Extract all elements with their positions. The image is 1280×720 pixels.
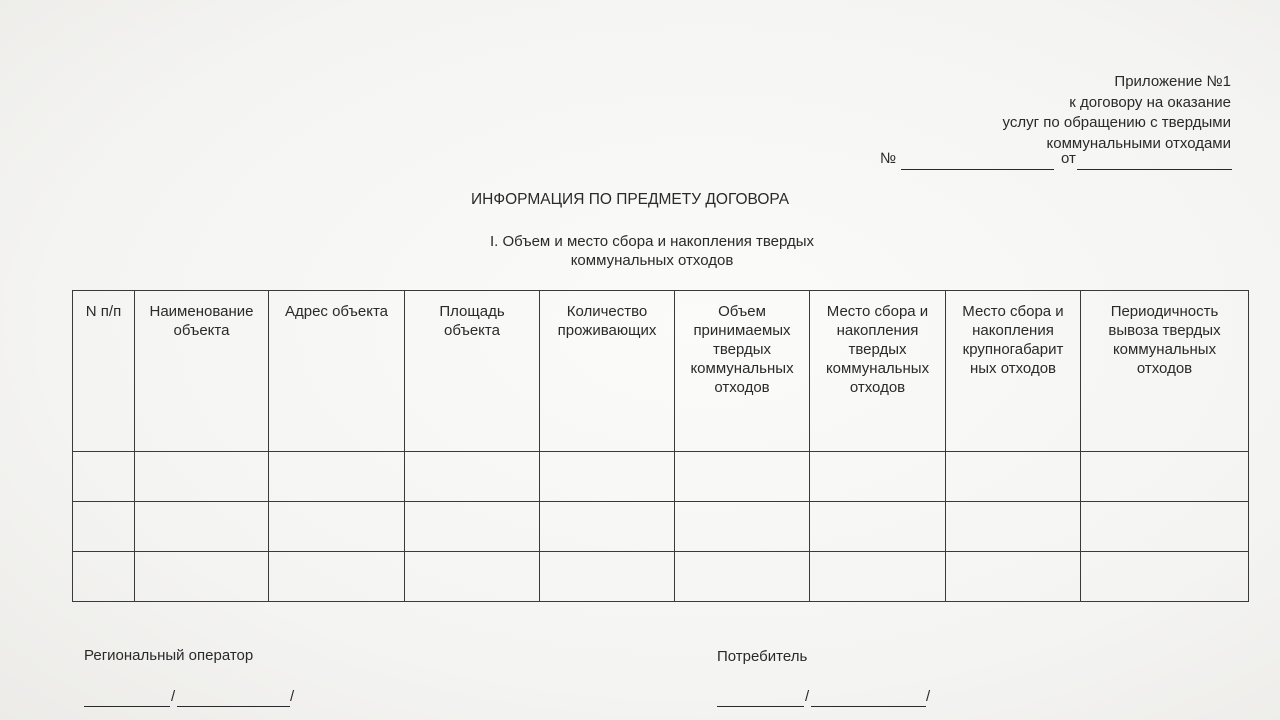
operator-signature-blank[interactable] [84, 706, 170, 707]
table-cell[interactable] [269, 502, 405, 552]
column-header-object-area: Площадь объекта [405, 291, 540, 452]
signature-separator: / [805, 688, 810, 705]
contract-number-date [880, 150, 1232, 172]
column-header-removal-frequency: Периодичность вывоза твердых коммунальных отходов [1081, 291, 1249, 452]
appendix-line: Приложение №1 [1114, 73, 1231, 90]
operator-signature-line [84, 688, 296, 710]
table-cell[interactable] [540, 452, 675, 502]
column-header-number: N п/п [73, 291, 135, 452]
table-header-row [73, 291, 1249, 452]
table-cell[interactable] [269, 552, 405, 602]
table-cell[interactable] [73, 502, 135, 552]
waste-info-table [72, 290, 1249, 602]
consumer-signature-line [717, 688, 935, 710]
table-cell[interactable] [135, 452, 269, 502]
table-cell[interactable] [540, 552, 675, 602]
table-cell[interactable] [675, 452, 810, 502]
signature-separator: / [171, 688, 176, 705]
date-blank[interactable] [1077, 169, 1232, 170]
number-label: № [880, 150, 897, 167]
appendix-line: к договору на оказание [1069, 93, 1231, 111]
appendix-line: услуг по обращению с твердыми [1002, 114, 1231, 131]
signature-separator: / [926, 688, 931, 705]
table-cell[interactable] [946, 502, 1081, 552]
table-cell[interactable] [73, 452, 135, 502]
consumer-signature-blank[interactable] [717, 706, 804, 707]
signature-separator: / [290, 688, 295, 705]
table-cell[interactable] [810, 502, 946, 552]
table-cell[interactable] [405, 502, 540, 552]
table-cell[interactable] [810, 552, 946, 602]
table-cell[interactable] [946, 552, 1081, 602]
table-cell[interactable] [1081, 502, 1249, 552]
table-cell[interactable] [73, 552, 135, 602]
table-cell[interactable] [540, 502, 675, 552]
table-row [73, 552, 1249, 602]
column-header-waste-volume: Объем принимаемых твердых коммунальных отходов [675, 291, 810, 452]
column-header-bulky-waste-place: Место сбора и накопления крупногабарит ных отходов [946, 291, 1081, 452]
operator-name-blank[interactable] [177, 706, 290, 707]
column-header-object-name: Наименование объекта [135, 291, 269, 452]
section-title-line: I. Объем и место сбора и накопления твердых [489, 233, 815, 250]
table-cell[interactable] [135, 552, 269, 602]
number-blank[interactable] [901, 169, 1054, 170]
table-row [73, 502, 1249, 552]
appendix-header [1003, 72, 1231, 154]
column-header-object-address: Адрес объекта [269, 291, 405, 452]
table-cell[interactable] [675, 502, 810, 552]
table-cell[interactable] [1081, 452, 1249, 502]
table-cell[interactable] [269, 452, 405, 502]
table-cell[interactable] [405, 552, 540, 602]
table-cell[interactable] [1081, 552, 1249, 602]
table-cell[interactable] [405, 452, 540, 502]
section-title [452, 232, 852, 270]
appendix-line: коммунальными отходами [1046, 134, 1231, 152]
table-cell[interactable] [135, 502, 269, 552]
column-header-residents-count: Количество проживающих [540, 291, 675, 452]
table-row [73, 452, 1249, 502]
table-cell[interactable] [946, 452, 1081, 502]
column-header-waste-collection-place: Место сбора и накопления твердых коммунальных отходов [810, 291, 946, 452]
consumer-label: Потребитель [717, 648, 808, 665]
date-label: от [1061, 150, 1076, 167]
section-title-line: коммунальных отходов [570, 252, 734, 269]
regional-operator-label: Региональный оператор [84, 647, 254, 664]
consumer-name-blank[interactable] [811, 706, 926, 707]
table-cell[interactable] [810, 452, 946, 502]
table-cell[interactable] [675, 552, 810, 602]
document-title: ИНФОРМАЦИЯ ПО ПРЕДМЕТУ ДОГОВОРА [471, 191, 790, 208]
